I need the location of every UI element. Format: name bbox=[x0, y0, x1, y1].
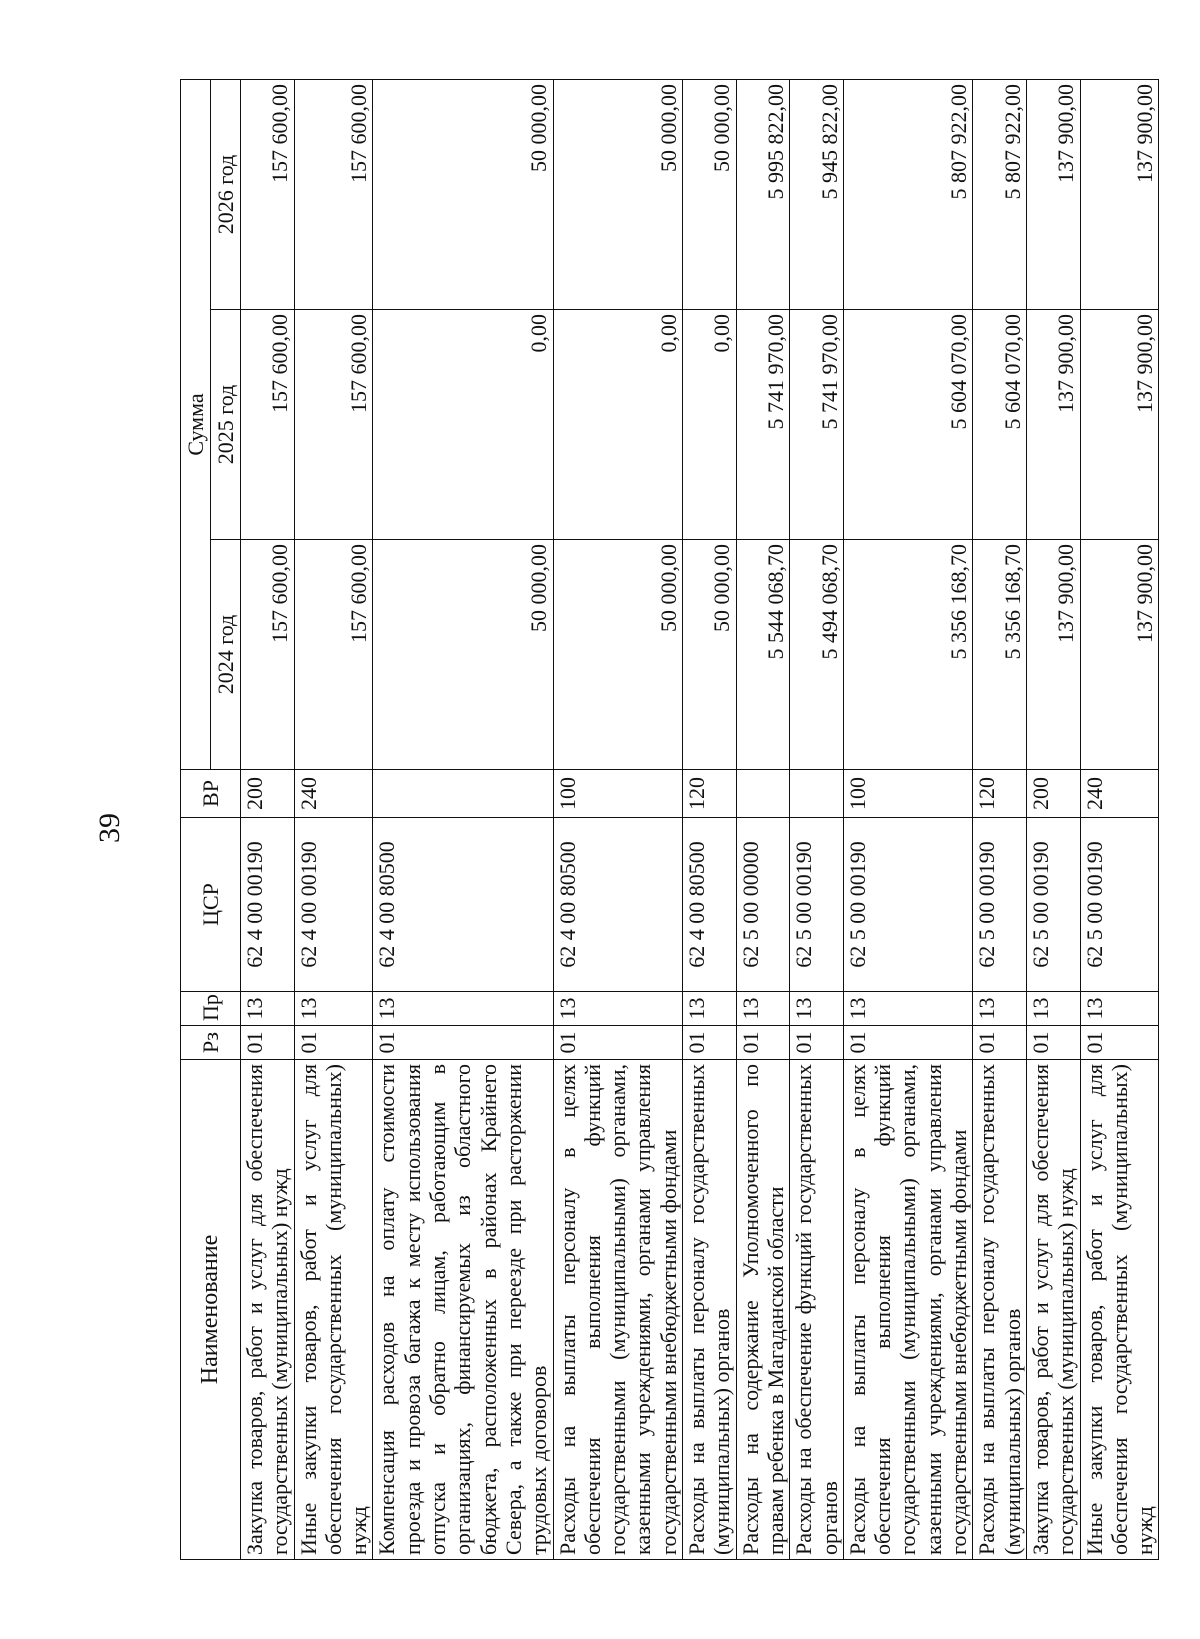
row-sum-2026: 5 807 922,00 bbox=[843, 80, 972, 310]
table-row bbox=[736, 80, 790, 1560]
row-sum-2025: 0,00 bbox=[683, 310, 737, 540]
row-sum-2024: 137 900,00 bbox=[1026, 540, 1080, 770]
row-sum-2025: 0,00 bbox=[553, 310, 682, 540]
row-sum-2025: 5 604 070,00 bbox=[973, 310, 1027, 540]
row-rz: 01 bbox=[553, 1026, 682, 1060]
row-sum-2026: 50 000,00 bbox=[373, 80, 553, 310]
row-name: Иные закупки товаров, работ и услуг для обеспечения государственных (муниципальных) нужд bbox=[1080, 1060, 1159, 1560]
row-sum-2024: 157 600,00 bbox=[241, 540, 295, 770]
row-sum-2026: 137 900,00 bbox=[1026, 80, 1080, 310]
row-rz: 01 bbox=[736, 1026, 790, 1060]
header-csr: ЦСР bbox=[181, 818, 241, 992]
header-vr: ВР bbox=[181, 770, 241, 818]
table-row bbox=[843, 80, 972, 1560]
table-row bbox=[553, 80, 682, 1560]
header-2025: 2025 год bbox=[211, 310, 241, 540]
row-csr: 62 4 00 80500 bbox=[683, 818, 737, 992]
row-rz: 01 bbox=[1080, 1026, 1159, 1060]
row-name: Расходы на обеспечение функций государственных органов bbox=[790, 1060, 844, 1560]
row-name: Расходы на выплаты персоналу в целях обеспечения выполнения функций государственными (муниципальными) органами, казенными учреждениями, органами управления государственными внебюджетными фондами bbox=[843, 1060, 972, 1560]
row-rz: 01 bbox=[683, 1026, 737, 1060]
row-pr: 13 bbox=[553, 992, 682, 1026]
row-sum-2025: 5 741 970,00 bbox=[736, 310, 790, 540]
row-name: Расходы на выплаты персоналу государственных (муниципальных) органов bbox=[683, 1060, 737, 1560]
table-row bbox=[373, 80, 553, 1560]
row-name: Расходы на выплаты персоналу государственных (муниципальных) органов bbox=[973, 1060, 1027, 1560]
row-sum-2026: 137 900,00 bbox=[1080, 80, 1159, 310]
row-vr: 200 bbox=[1026, 770, 1080, 818]
table-row bbox=[294, 80, 373, 1560]
row-pr: 13 bbox=[1026, 992, 1080, 1026]
row-vr: 100 bbox=[553, 770, 682, 818]
row-sum-2025: 5 604 070,00 bbox=[843, 310, 972, 540]
row-sum-2025: 137 900,00 bbox=[1026, 310, 1080, 540]
row-rz: 01 bbox=[1026, 1026, 1080, 1060]
row-csr: 62 4 00 00190 bbox=[294, 818, 373, 992]
row-csr: 62 5 00 00190 bbox=[1026, 818, 1080, 992]
row-csr: 62 5 00 00190 bbox=[790, 818, 844, 992]
row-sum-2026: 5 995 822,00 bbox=[736, 80, 790, 310]
row-pr: 13 bbox=[683, 992, 737, 1026]
row-pr: 13 bbox=[790, 992, 844, 1026]
row-sum-2024: 5 494 068,70 bbox=[790, 540, 844, 770]
row-rz: 01 bbox=[973, 1026, 1027, 1060]
header-name: Наименование bbox=[181, 1060, 241, 1560]
header-pr: Пр bbox=[181, 992, 241, 1026]
table-row bbox=[973, 80, 1027, 1560]
row-vr bbox=[373, 770, 553, 818]
row-rz: 01 bbox=[241, 1026, 295, 1060]
rotated-table-container bbox=[180, 80, 1158, 1560]
header-rz: Рз bbox=[181, 1026, 241, 1060]
page-number: 39 bbox=[93, 813, 126, 843]
row-vr: 240 bbox=[294, 770, 373, 818]
row-name: Компенсация расходов на оплату стоимости проезда и провоза багажа к месту использования отпуска и обратно лицам, работающим в организациях, финансируемых из областного бюджета, расположенных в районах Крайнего Севера, а также при переезде при расторжении трудовых договоров bbox=[373, 1060, 553, 1560]
row-pr: 13 bbox=[973, 992, 1027, 1026]
row-sum-2025: 0,00 bbox=[373, 310, 553, 540]
row-pr: 13 bbox=[373, 992, 553, 1026]
row-name: Закупка товаров, работ и услуг для обеспечения государственных (муниципальных) нужд bbox=[241, 1060, 295, 1560]
budget-table bbox=[180, 79, 1159, 1560]
row-sum-2024: 157 600,00 bbox=[294, 540, 373, 770]
row-sum-2026: 157 600,00 bbox=[241, 80, 295, 310]
row-name: Расходы на выплаты персоналу в целях обеспечения выполнения функций государственными (муниципальными) органами, казенными учреждениями, органами управления государственными внебюджетными фондами bbox=[553, 1060, 682, 1560]
row-sum-2025: 5 741 970,00 bbox=[790, 310, 844, 540]
row-vr: 120 bbox=[683, 770, 737, 818]
row-sum-2026: 5 945 822,00 bbox=[790, 80, 844, 310]
row-sum-2024: 5 356 168,70 bbox=[843, 540, 972, 770]
row-name: Иные закупки товаров, работ и услуг для обеспечения государственных (муниципальных) нужд bbox=[294, 1060, 373, 1560]
row-rz: 01 bbox=[790, 1026, 844, 1060]
row-pr: 13 bbox=[736, 992, 790, 1026]
row-pr: 13 bbox=[241, 992, 295, 1026]
row-sum-2026: 5 807 922,00 bbox=[973, 80, 1027, 310]
table-row bbox=[1080, 80, 1159, 1560]
row-vr: 100 bbox=[843, 770, 972, 818]
row-csr: 62 4 00 80500 bbox=[373, 818, 553, 992]
row-sum-2026: 157 600,00 bbox=[294, 80, 373, 310]
row-sum-2025: 157 600,00 bbox=[294, 310, 373, 540]
row-pr: 13 bbox=[843, 992, 972, 1026]
row-pr: 13 bbox=[294, 992, 373, 1026]
header-sum: Сумма bbox=[181, 80, 211, 770]
row-sum-2025: 157 600,00 bbox=[241, 310, 295, 540]
row-sum-2026: 50 000,00 bbox=[683, 80, 737, 310]
row-sum-2024: 137 900,00 bbox=[1080, 540, 1159, 770]
row-sum-2026: 50 000,00 bbox=[553, 80, 682, 310]
row-vr bbox=[736, 770, 790, 818]
row-csr: 62 5 00 00190 bbox=[973, 818, 1027, 992]
table-row bbox=[241, 80, 295, 1560]
row-vr: 240 bbox=[1080, 770, 1159, 818]
header-2024: 2024 год bbox=[211, 540, 241, 770]
row-sum-2024: 50 000,00 bbox=[683, 540, 737, 770]
table-row bbox=[1026, 80, 1080, 1560]
row-rz: 01 bbox=[294, 1026, 373, 1060]
row-csr: 62 4 00 80500 bbox=[553, 818, 682, 992]
row-sum-2024: 5 544 068,70 bbox=[736, 540, 790, 770]
row-csr: 62 5 00 00190 bbox=[843, 818, 972, 992]
row-csr: 62 5 00 00000 bbox=[736, 818, 790, 992]
table-row bbox=[683, 80, 737, 1560]
row-vr bbox=[790, 770, 844, 818]
row-vr: 120 bbox=[973, 770, 1027, 818]
row-sum-2024: 5 356 168,70 bbox=[973, 540, 1027, 770]
row-rz: 01 bbox=[843, 1026, 972, 1060]
row-sum-2024: 50 000,00 bbox=[373, 540, 553, 770]
header-2026: 2026 год bbox=[211, 80, 241, 310]
row-vr: 200 bbox=[241, 770, 295, 818]
row-name: Расходы на содержание Уполномоченного по правам ребенка в Магаданской области bbox=[736, 1060, 790, 1560]
row-sum-2025: 137 900,00 bbox=[1080, 310, 1159, 540]
row-sum-2024: 50 000,00 bbox=[553, 540, 682, 770]
row-pr: 13 bbox=[1080, 992, 1159, 1026]
row-rz: 01 bbox=[373, 1026, 553, 1060]
row-name: Закупка товаров, работ и услуг для обеспечения государственных (муниципальных) нужд bbox=[1026, 1060, 1080, 1560]
table-row bbox=[790, 80, 844, 1560]
row-csr: 62 4 00 00190 bbox=[241, 818, 295, 992]
row-csr: 62 5 00 00190 bbox=[1080, 818, 1159, 992]
